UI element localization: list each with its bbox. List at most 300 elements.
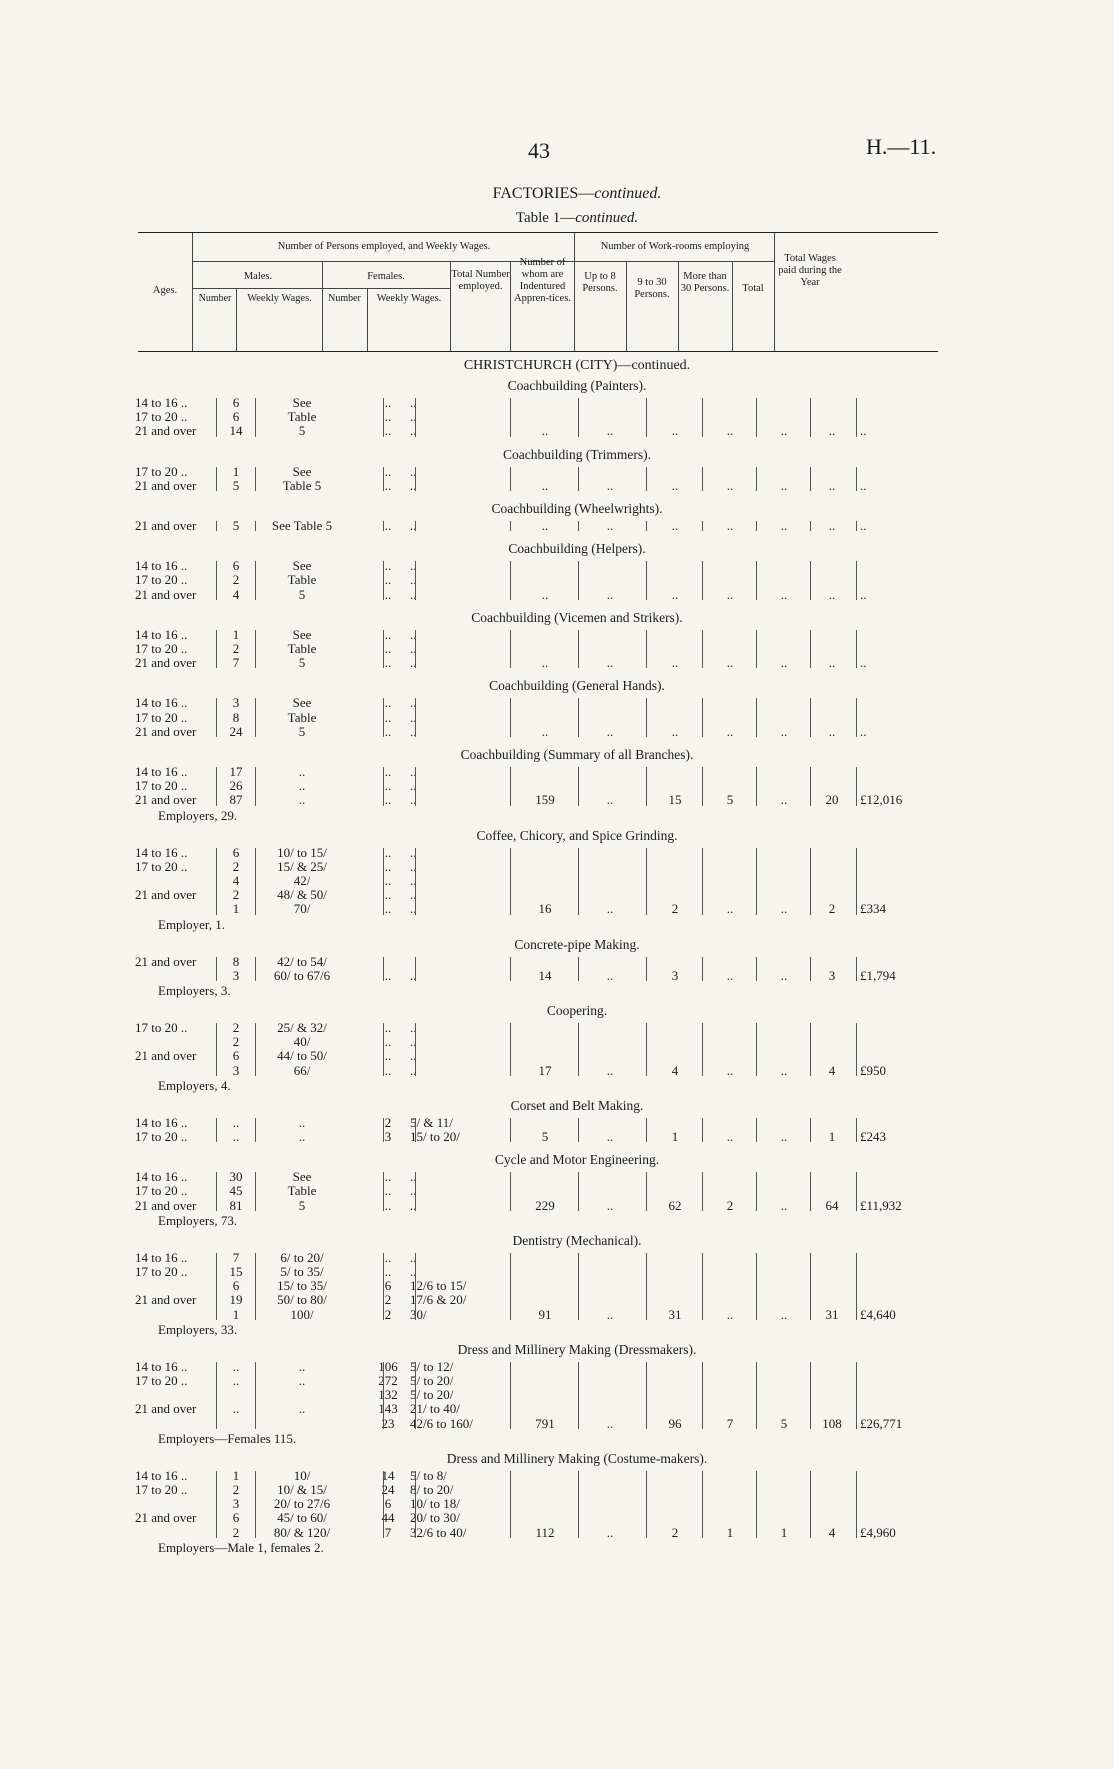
age-cell: 17 to 20 .. bbox=[135, 641, 188, 656]
female-wages-cell: 10/ to 18/ bbox=[410, 1496, 460, 1512]
header-total: Total bbox=[742, 283, 764, 294]
column-rule bbox=[810, 1118, 811, 1142]
column-rule bbox=[510, 630, 511, 669]
table-row bbox=[0, 1279, 1114, 1293]
column-rule bbox=[856, 521, 857, 531]
female-number-cell: .. bbox=[384, 792, 392, 808]
female-wages-cell: .. bbox=[410, 477, 417, 493]
male-number-cell: 24 bbox=[229, 723, 243, 739]
section-title: Coachbuilding (Painters). bbox=[507, 378, 647, 393]
male-wages-cell: 5 bbox=[298, 723, 306, 739]
up-to-8-cell: .. bbox=[671, 723, 679, 739]
female-number-cell: .. bbox=[384, 858, 392, 874]
male-wages-cell: 6/ to 20/ bbox=[280, 1249, 324, 1265]
total-employed-cell: 159 bbox=[535, 792, 555, 808]
apprentices-cell: .. bbox=[606, 1524, 614, 1540]
column-rule bbox=[415, 848, 416, 915]
total-wages-cell: .. bbox=[860, 586, 867, 602]
rooms-total-cell: 3 bbox=[828, 967, 836, 983]
table-row bbox=[0, 969, 1114, 983]
female-wages-cell: .. bbox=[410, 423, 417, 439]
male-wages-cell: See Table 5 bbox=[271, 518, 333, 533]
female-wages-cell: 17/6 & 20/ bbox=[410, 1292, 467, 1308]
nine-to-30-cell: .. bbox=[726, 1062, 734, 1078]
female-number-cell: .. bbox=[384, 641, 392, 656]
female-number-cell: .. bbox=[384, 1048, 392, 1064]
female-number-cell: .. bbox=[384, 1197, 392, 1213]
age-cell: 21 and over bbox=[135, 1048, 197, 1064]
male-number-cell: 3 bbox=[232, 1496, 240, 1512]
male-wages-cell: 5 bbox=[298, 1197, 306, 1213]
column-rule bbox=[578, 521, 579, 531]
header-apprentices: Number of whom are Indentured Appren-tices. bbox=[514, 257, 571, 305]
apprentices-cell: .. bbox=[606, 901, 614, 917]
header-male-number: Number bbox=[198, 293, 232, 304]
column-rule bbox=[216, 848, 217, 915]
column-rule bbox=[578, 1362, 579, 1429]
female-number-cell: 2 bbox=[384, 1114, 392, 1130]
column-rule bbox=[510, 767, 511, 806]
female-number-cell: .. bbox=[384, 655, 392, 671]
age-cell: 21 and over bbox=[135, 723, 197, 739]
female-wages-cell: 21/ to 40/ bbox=[410, 1401, 460, 1417]
male-wages-cell: 100/ bbox=[290, 1306, 314, 1322]
female-wages-cell: .. bbox=[410, 723, 417, 739]
column-rule bbox=[510, 1023, 511, 1076]
female-wages-cell: .. bbox=[410, 1169, 417, 1185]
total-wages-cell: £243 bbox=[860, 1129, 886, 1144]
female-wages-cell: 5/ to 20/ bbox=[410, 1387, 454, 1403]
apprentices-cell: .. bbox=[606, 477, 614, 493]
column-rule bbox=[255, 1253, 256, 1320]
age-cell: 21 and over bbox=[135, 518, 197, 533]
age-cell: 17 to 20 .. bbox=[135, 1373, 188, 1388]
female-number-cell: 106 bbox=[378, 1358, 398, 1374]
female-number-cell: .. bbox=[384, 1249, 392, 1265]
column-rule bbox=[383, 1023, 384, 1076]
age-cell: 21 and over bbox=[135, 1292, 197, 1308]
column-rule bbox=[216, 1471, 217, 1538]
more-than-30-cell: .. bbox=[780, 1129, 788, 1144]
section-title: Coopering. bbox=[546, 1003, 608, 1018]
column-rule bbox=[255, 848, 256, 915]
column-rule bbox=[578, 1471, 579, 1538]
female-number-cell: .. bbox=[384, 723, 392, 739]
column-rule bbox=[856, 957, 857, 981]
more-than-30-cell: .. bbox=[780, 723, 788, 739]
male-wages-cell: See bbox=[292, 1169, 312, 1185]
column-rule bbox=[756, 1362, 757, 1429]
column-rule bbox=[702, 521, 703, 531]
nine-to-30-cell: 7 bbox=[726, 1415, 734, 1431]
nine-to-30-cell: 5 bbox=[726, 792, 734, 808]
table-row bbox=[0, 1469, 1114, 1483]
column-rule bbox=[255, 957, 256, 981]
male-wages-cell: 48/ & 50/ bbox=[277, 887, 327, 903]
column-rule bbox=[415, 1172, 416, 1211]
male-number-cell: .. bbox=[232, 1114, 240, 1130]
employers-note: Employers, 4. bbox=[158, 1077, 231, 1093]
table-row bbox=[0, 902, 1114, 916]
male-number-cell: 30 bbox=[229, 1169, 243, 1185]
male-number-cell: 87 bbox=[229, 792, 243, 808]
column-rule bbox=[415, 1023, 416, 1076]
age-cell: 14 to 16 .. bbox=[135, 695, 188, 711]
section-title: Coachbuilding (Summary of all Branches). bbox=[460, 747, 694, 762]
column-rule bbox=[578, 561, 579, 600]
male-number-cell: 17 bbox=[229, 764, 243, 779]
total-employed-cell: 5 bbox=[541, 1129, 549, 1144]
up-to-8-cell: .. bbox=[671, 518, 679, 533]
female-number-cell: 143 bbox=[378, 1401, 398, 1417]
male-number-cell: 1 bbox=[232, 1306, 240, 1322]
column-rule bbox=[510, 1471, 511, 1538]
column-rule bbox=[702, 767, 703, 806]
column-rule bbox=[415, 398, 416, 437]
male-number-cell: 1 bbox=[232, 626, 240, 642]
rooms-total-cell: 4 bbox=[828, 1524, 836, 1540]
female-number-cell: 2 bbox=[384, 1292, 392, 1308]
female-number-cell: .. bbox=[384, 477, 392, 493]
table-row bbox=[0, 1251, 1114, 1265]
more-than-30-cell: .. bbox=[780, 1197, 788, 1213]
table-row bbox=[0, 1265, 1114, 1279]
column-rule bbox=[810, 848, 811, 915]
table-row bbox=[0, 1402, 1114, 1416]
table-header bbox=[138, 232, 938, 352]
column-rule bbox=[216, 1172, 217, 1211]
female-number-cell: .. bbox=[384, 1020, 392, 1035]
female-number-cell: .. bbox=[384, 709, 392, 725]
male-wages-cell: 42/ bbox=[293, 873, 311, 888]
column-rule bbox=[646, 1253, 647, 1320]
age-cell: 17 to 20 .. bbox=[135, 572, 188, 588]
column-rule bbox=[216, 1023, 217, 1076]
column-rule bbox=[383, 1362, 384, 1429]
column-rule bbox=[578, 630, 579, 669]
table-row bbox=[0, 955, 1114, 969]
column-rule bbox=[415, 561, 416, 600]
total-employed-cell: 16 bbox=[538, 901, 552, 917]
column-rule bbox=[578, 1253, 579, 1320]
column-rule bbox=[756, 1023, 757, 1076]
female-number-cell: .. bbox=[384, 1183, 392, 1199]
column-rule bbox=[810, 1362, 811, 1429]
female-number-cell: .. bbox=[384, 558, 392, 574]
column-rule bbox=[383, 1172, 384, 1211]
male-wages-cell: .. bbox=[298, 1401, 306, 1417]
female-number-cell: .. bbox=[384, 518, 392, 533]
male-wages-cell: .. bbox=[298, 1114, 306, 1130]
more-than-30-cell: .. bbox=[780, 901, 788, 917]
column-rule bbox=[255, 467, 256, 491]
column-rule bbox=[510, 957, 511, 981]
age-cell: 17 to 20 .. bbox=[135, 778, 188, 794]
section-title: Concrete-pipe Making. bbox=[514, 936, 640, 952]
more-than-30-cell: .. bbox=[780, 477, 788, 493]
male-number-cell: 6 bbox=[232, 409, 240, 425]
female-number-cell: .. bbox=[384, 873, 392, 888]
total-wages-cell: £1,794 bbox=[860, 967, 896, 983]
section-title: Coachbuilding (Trimmers). bbox=[503, 446, 651, 462]
age-cell: 14 to 16 .. bbox=[135, 1169, 188, 1185]
table-row bbox=[0, 1116, 1114, 1130]
column-rule bbox=[383, 398, 384, 437]
female-wages-cell: .. bbox=[410, 709, 417, 725]
age-cell: 21 and over bbox=[135, 1401, 197, 1417]
column-rule bbox=[510, 561, 511, 600]
rooms-total-cell: 4 bbox=[828, 1062, 836, 1078]
male-number-cell: 2 bbox=[232, 641, 240, 656]
nine-to-30-cell: .. bbox=[726, 1129, 734, 1144]
column-rule bbox=[578, 767, 579, 806]
female-wages-cell: .. bbox=[410, 1249, 417, 1265]
rooms-total-cell: 108 bbox=[822, 1415, 842, 1431]
column-rule bbox=[646, 398, 647, 437]
male-number-cell: 4 bbox=[232, 586, 240, 602]
male-number-cell: .. bbox=[232, 1129, 240, 1144]
column-rule bbox=[856, 561, 857, 600]
column-rule bbox=[383, 521, 384, 531]
apprentices-cell: .. bbox=[606, 1197, 614, 1213]
column-rule bbox=[702, 1023, 703, 1076]
total-wages-cell: £4,960 bbox=[860, 1524, 896, 1540]
table-row bbox=[0, 793, 1114, 807]
column-rule bbox=[216, 521, 217, 531]
table-row bbox=[0, 1497, 1114, 1511]
employers-note: Employer, 1. bbox=[158, 916, 225, 932]
table-row bbox=[0, 1170, 1114, 1184]
up-to-8-cell: 62 bbox=[668, 1197, 682, 1213]
nine-to-30-cell: .. bbox=[726, 723, 734, 739]
female-wages-cell: 12/6 to 15/ bbox=[410, 1278, 467, 1294]
column-rule bbox=[856, 767, 857, 806]
up-to-8-cell: 15 bbox=[668, 792, 682, 808]
total-employed-cell: 17 bbox=[538, 1062, 552, 1078]
rooms-total-cell: 1 bbox=[828, 1129, 836, 1144]
section-title: Coachbuilding (Vicemen and Strikers). bbox=[471, 609, 683, 625]
section-title: Dress and Millinery Making (Dressmakers). bbox=[457, 1341, 697, 1357]
column-rule bbox=[646, 698, 647, 737]
age-cell: 17 to 20 .. bbox=[135, 409, 188, 425]
total-wages-cell: £4,640 bbox=[860, 1306, 896, 1322]
column-rule bbox=[383, 698, 384, 737]
table-row bbox=[0, 410, 1114, 424]
column-rule bbox=[856, 1471, 857, 1538]
total-wages-cell: .. bbox=[860, 655, 867, 671]
apprentices-cell: .. bbox=[606, 967, 614, 983]
female-number-cell: .. bbox=[384, 695, 392, 711]
column-rule bbox=[756, 1118, 757, 1142]
male-wages-cell: .. bbox=[298, 778, 306, 794]
male-wages-cell: 10/ & 15/ bbox=[277, 1482, 327, 1497]
more-than-30-cell: .. bbox=[780, 586, 788, 602]
column-rule bbox=[510, 1118, 511, 1142]
column-rule bbox=[810, 957, 811, 981]
male-wages-cell: 5 bbox=[298, 423, 306, 439]
column-rule bbox=[415, 957, 416, 981]
more-than-30-cell: .. bbox=[780, 518, 788, 533]
male-number-cell: 1 bbox=[232, 1467, 240, 1483]
age-cell: 14 to 16 .. bbox=[135, 1467, 188, 1483]
table-row bbox=[0, 1388, 1114, 1402]
male-number-cell: 45 bbox=[229, 1183, 243, 1199]
column-rule bbox=[810, 630, 811, 669]
female-wages-cell: .. bbox=[410, 873, 417, 888]
nine-to-30-cell: 2 bbox=[726, 1197, 734, 1213]
column-rule bbox=[255, 630, 256, 669]
header-females: Females. bbox=[367, 271, 405, 282]
nine-to-30-cell: .. bbox=[726, 423, 734, 439]
column-rule bbox=[415, 1253, 416, 1320]
column-rule bbox=[255, 698, 256, 737]
employers-note: Employers, 33. bbox=[158, 1321, 238, 1337]
female-wages-cell: 5/ & 11/ bbox=[410, 1114, 453, 1130]
column-rule bbox=[383, 467, 384, 491]
column-rule bbox=[510, 1172, 511, 1211]
rooms-total-cell: .. bbox=[828, 586, 836, 602]
more-than-30-cell: .. bbox=[780, 423, 788, 439]
male-number-cell: 8 bbox=[232, 709, 240, 725]
more-than-30-cell: .. bbox=[780, 655, 788, 671]
total-employed-cell: 112 bbox=[535, 1524, 555, 1540]
female-number-cell: .. bbox=[384, 901, 392, 917]
female-number-cell: 44 bbox=[381, 1510, 395, 1526]
male-number-cell: 2 bbox=[232, 1020, 240, 1035]
column-rule bbox=[216, 767, 217, 806]
column-rule bbox=[578, 848, 579, 915]
female-number-cell: .. bbox=[384, 778, 392, 794]
male-wages-cell: Table bbox=[287, 709, 317, 725]
male-wages-cell: Table bbox=[287, 1183, 317, 1199]
header-ages: Ages. bbox=[152, 285, 178, 296]
female-number-cell: .. bbox=[384, 844, 392, 860]
age-cell: 14 to 16 .. bbox=[135, 395, 188, 410]
male-number-cell: 14 bbox=[229, 423, 243, 439]
up-to-8-cell: .. bbox=[671, 655, 679, 671]
female-wages-cell: .. bbox=[410, 1048, 417, 1064]
female-wages-cell: .. bbox=[410, 1062, 417, 1078]
age-cell: 21 and over bbox=[135, 1197, 197, 1213]
age-cell: 21 and over bbox=[135, 1510, 197, 1526]
column-rule bbox=[255, 1362, 256, 1429]
male-wages-cell: See bbox=[292, 395, 312, 410]
rooms-total-cell: .. bbox=[828, 423, 836, 439]
employers-note: Employers, 29. bbox=[158, 807, 238, 823]
male-wages-cell: Table bbox=[287, 572, 317, 588]
age-cell: 21 and over bbox=[135, 887, 197, 903]
column-rule bbox=[810, 1023, 811, 1076]
table-row bbox=[0, 874, 1114, 888]
male-wages-cell: 45/ to 60/ bbox=[277, 1510, 327, 1526]
total-employed-cell: .. bbox=[541, 423, 549, 439]
column-rule bbox=[702, 957, 703, 981]
section-title: Coachbuilding (Helpers). bbox=[508, 541, 646, 557]
total-employed-cell: .. bbox=[541, 723, 549, 739]
male-number-cell: 2 bbox=[232, 572, 240, 588]
subtitle-italic: continued. bbox=[575, 210, 639, 226]
column-rule bbox=[756, 630, 757, 669]
female-wages-cell: .. bbox=[410, 887, 417, 903]
female-wages-cell: .. bbox=[410, 463, 417, 479]
column-rule bbox=[216, 630, 217, 669]
section-title: Coachbuilding (Wheelwrights). bbox=[491, 501, 663, 516]
column-rule bbox=[702, 398, 703, 437]
column-rule bbox=[856, 698, 857, 737]
age-cell: 17 to 20 .. bbox=[135, 1482, 188, 1497]
total-wages-cell: £950 bbox=[860, 1062, 886, 1078]
female-number-cell: .. bbox=[384, 626, 392, 642]
female-number-cell: .. bbox=[384, 1062, 392, 1078]
column-rule bbox=[578, 1118, 579, 1142]
age-cell: 17 to 20 .. bbox=[135, 709, 188, 725]
column-rule bbox=[810, 1172, 811, 1211]
column-rule bbox=[216, 698, 217, 737]
male-number-cell: 5 bbox=[232, 477, 240, 493]
column-rule bbox=[646, 1471, 647, 1538]
rooms-total-cell: .. bbox=[828, 477, 836, 493]
female-wages-cell: .. bbox=[410, 572, 417, 588]
section-title: Coffee, Chicory, and Spice Grinding. bbox=[476, 827, 678, 843]
male-wages-cell: Table bbox=[287, 409, 317, 425]
age-cell: 21 and over bbox=[135, 423, 197, 439]
male-wages-cell: 80/ & 120/ bbox=[273, 1524, 331, 1540]
male-number-cell: 7 bbox=[232, 1249, 240, 1265]
female-number-cell: .. bbox=[384, 1169, 392, 1185]
male-wages-cell: See bbox=[292, 626, 312, 642]
age-cell: 21 and over bbox=[135, 477, 197, 493]
column-rule bbox=[255, 521, 256, 531]
female-wages-cell: .. bbox=[410, 792, 417, 808]
up-to-8-cell: 31 bbox=[668, 1306, 682, 1322]
apprentices-cell: .. bbox=[606, 723, 614, 739]
male-number-cell: 15 bbox=[229, 1264, 243, 1279]
rooms-total-cell: .. bbox=[828, 655, 836, 671]
male-number-cell: 1 bbox=[232, 463, 240, 479]
total-wages-cell: .. bbox=[860, 723, 867, 739]
male-wages-cell: See bbox=[292, 463, 312, 479]
total-wages-cell: £26,771 bbox=[860, 1415, 903, 1431]
column-rule bbox=[702, 630, 703, 669]
female-wages-cell: .. bbox=[410, 967, 417, 983]
female-wages-cell: .. bbox=[410, 901, 417, 917]
female-number-cell: 23 bbox=[381, 1415, 395, 1431]
male-wages-cell: 70/ bbox=[293, 901, 311, 917]
table-row bbox=[0, 1511, 1114, 1525]
table-row bbox=[0, 559, 1114, 573]
table-row bbox=[0, 846, 1114, 860]
nine-to-30-cell: .. bbox=[726, 655, 734, 671]
column-rule bbox=[255, 1471, 256, 1538]
table-row bbox=[0, 1526, 1114, 1540]
header-9-to-30: 9 to 30 Persons. bbox=[634, 277, 670, 301]
column-rule bbox=[383, 957, 384, 981]
age-cell: 17 to 20 .. bbox=[135, 1183, 188, 1199]
female-number-cell: .. bbox=[384, 423, 392, 439]
male-number-cell: 6 bbox=[232, 844, 240, 860]
column-rule bbox=[702, 698, 703, 737]
female-wages-cell: 8/ to 20/ bbox=[410, 1482, 454, 1497]
table-row bbox=[0, 1360, 1114, 1374]
apprentices-cell: .. bbox=[606, 792, 614, 808]
column-rule bbox=[646, 467, 647, 491]
header-female-wages: Weekly Wages. bbox=[376, 293, 442, 304]
table-row bbox=[0, 519, 1114, 533]
section-title: Cycle and Motor Engineering. bbox=[494, 1152, 660, 1168]
apprentices-cell: .. bbox=[606, 1415, 614, 1431]
column-rule bbox=[255, 1023, 256, 1076]
female-number-cell: .. bbox=[384, 586, 392, 602]
